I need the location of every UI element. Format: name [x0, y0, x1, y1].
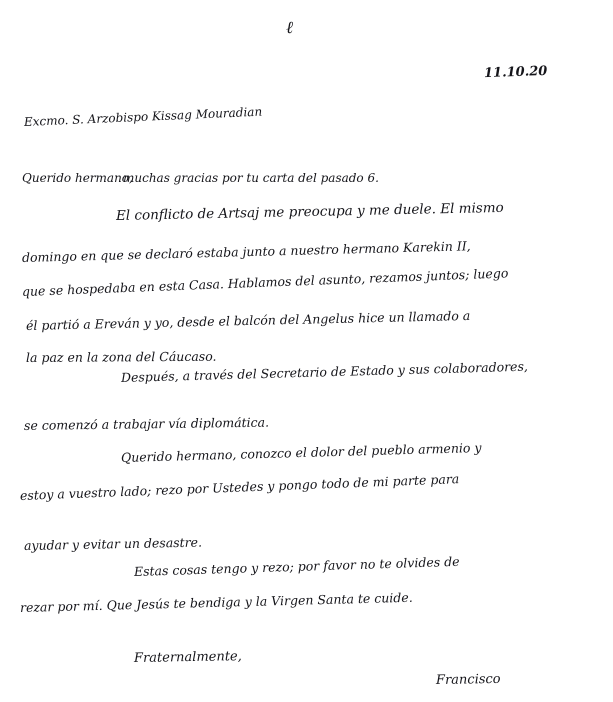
closing: Fraternalmente,	[133, 649, 242, 666]
header-mark: ℓ	[286, 18, 294, 38]
letter-line: El conflicto de Artsaj me preocupa y me duele. El mismo	[115, 199, 504, 224]
letter-line: se comenzó a trabajar vía diplomática.	[23, 414, 270, 433]
letter-line: estoy a vuestro lado; rezo por Ustedes y pongo todo de mi parte para	[19, 471, 460, 503]
letter-line: domingo en que se declaró estaba junto a nuestro hermano Karekin II,	[21, 238, 471, 265]
letter-line: él partió a Ereván y yo, desde el balcón del Angelus hice un llamado a	[25, 307, 471, 333]
greeting: Querido hermano,	[22, 171, 133, 185]
letter-date: 11.10.20	[483, 63, 548, 82]
letter-line: que se hospedaba en esta Casa. Hablamos del asunto, rezamos juntos; luego	[21, 265, 509, 299]
letter-line: ayudar y evitar un desastre.	[23, 534, 203, 553]
letter-line: la paz en la zona del Cáucaso.	[25, 348, 217, 365]
letter-line: Después, a través del Secretario de Estado y sus colaboradores,	[120, 358, 529, 385]
letter-line: Querido hermano, conozco el dolor del pueblo armenio y	[120, 439, 482, 465]
letter-line: Estas cosas tengo y rezo; por favor no te olvides de	[133, 553, 460, 579]
letter-line: muchas gracias por tu carta del pasado 6.	[123, 171, 379, 185]
recipient-line: Excmo. S. Arzobispo Kissag Mouradian	[23, 104, 263, 129]
letter-line: rezar por mí. Que Jesús te bendiga y la Virgen Santa te cuide.	[19, 589, 413, 615]
signature: Francisco	[435, 671, 501, 688]
